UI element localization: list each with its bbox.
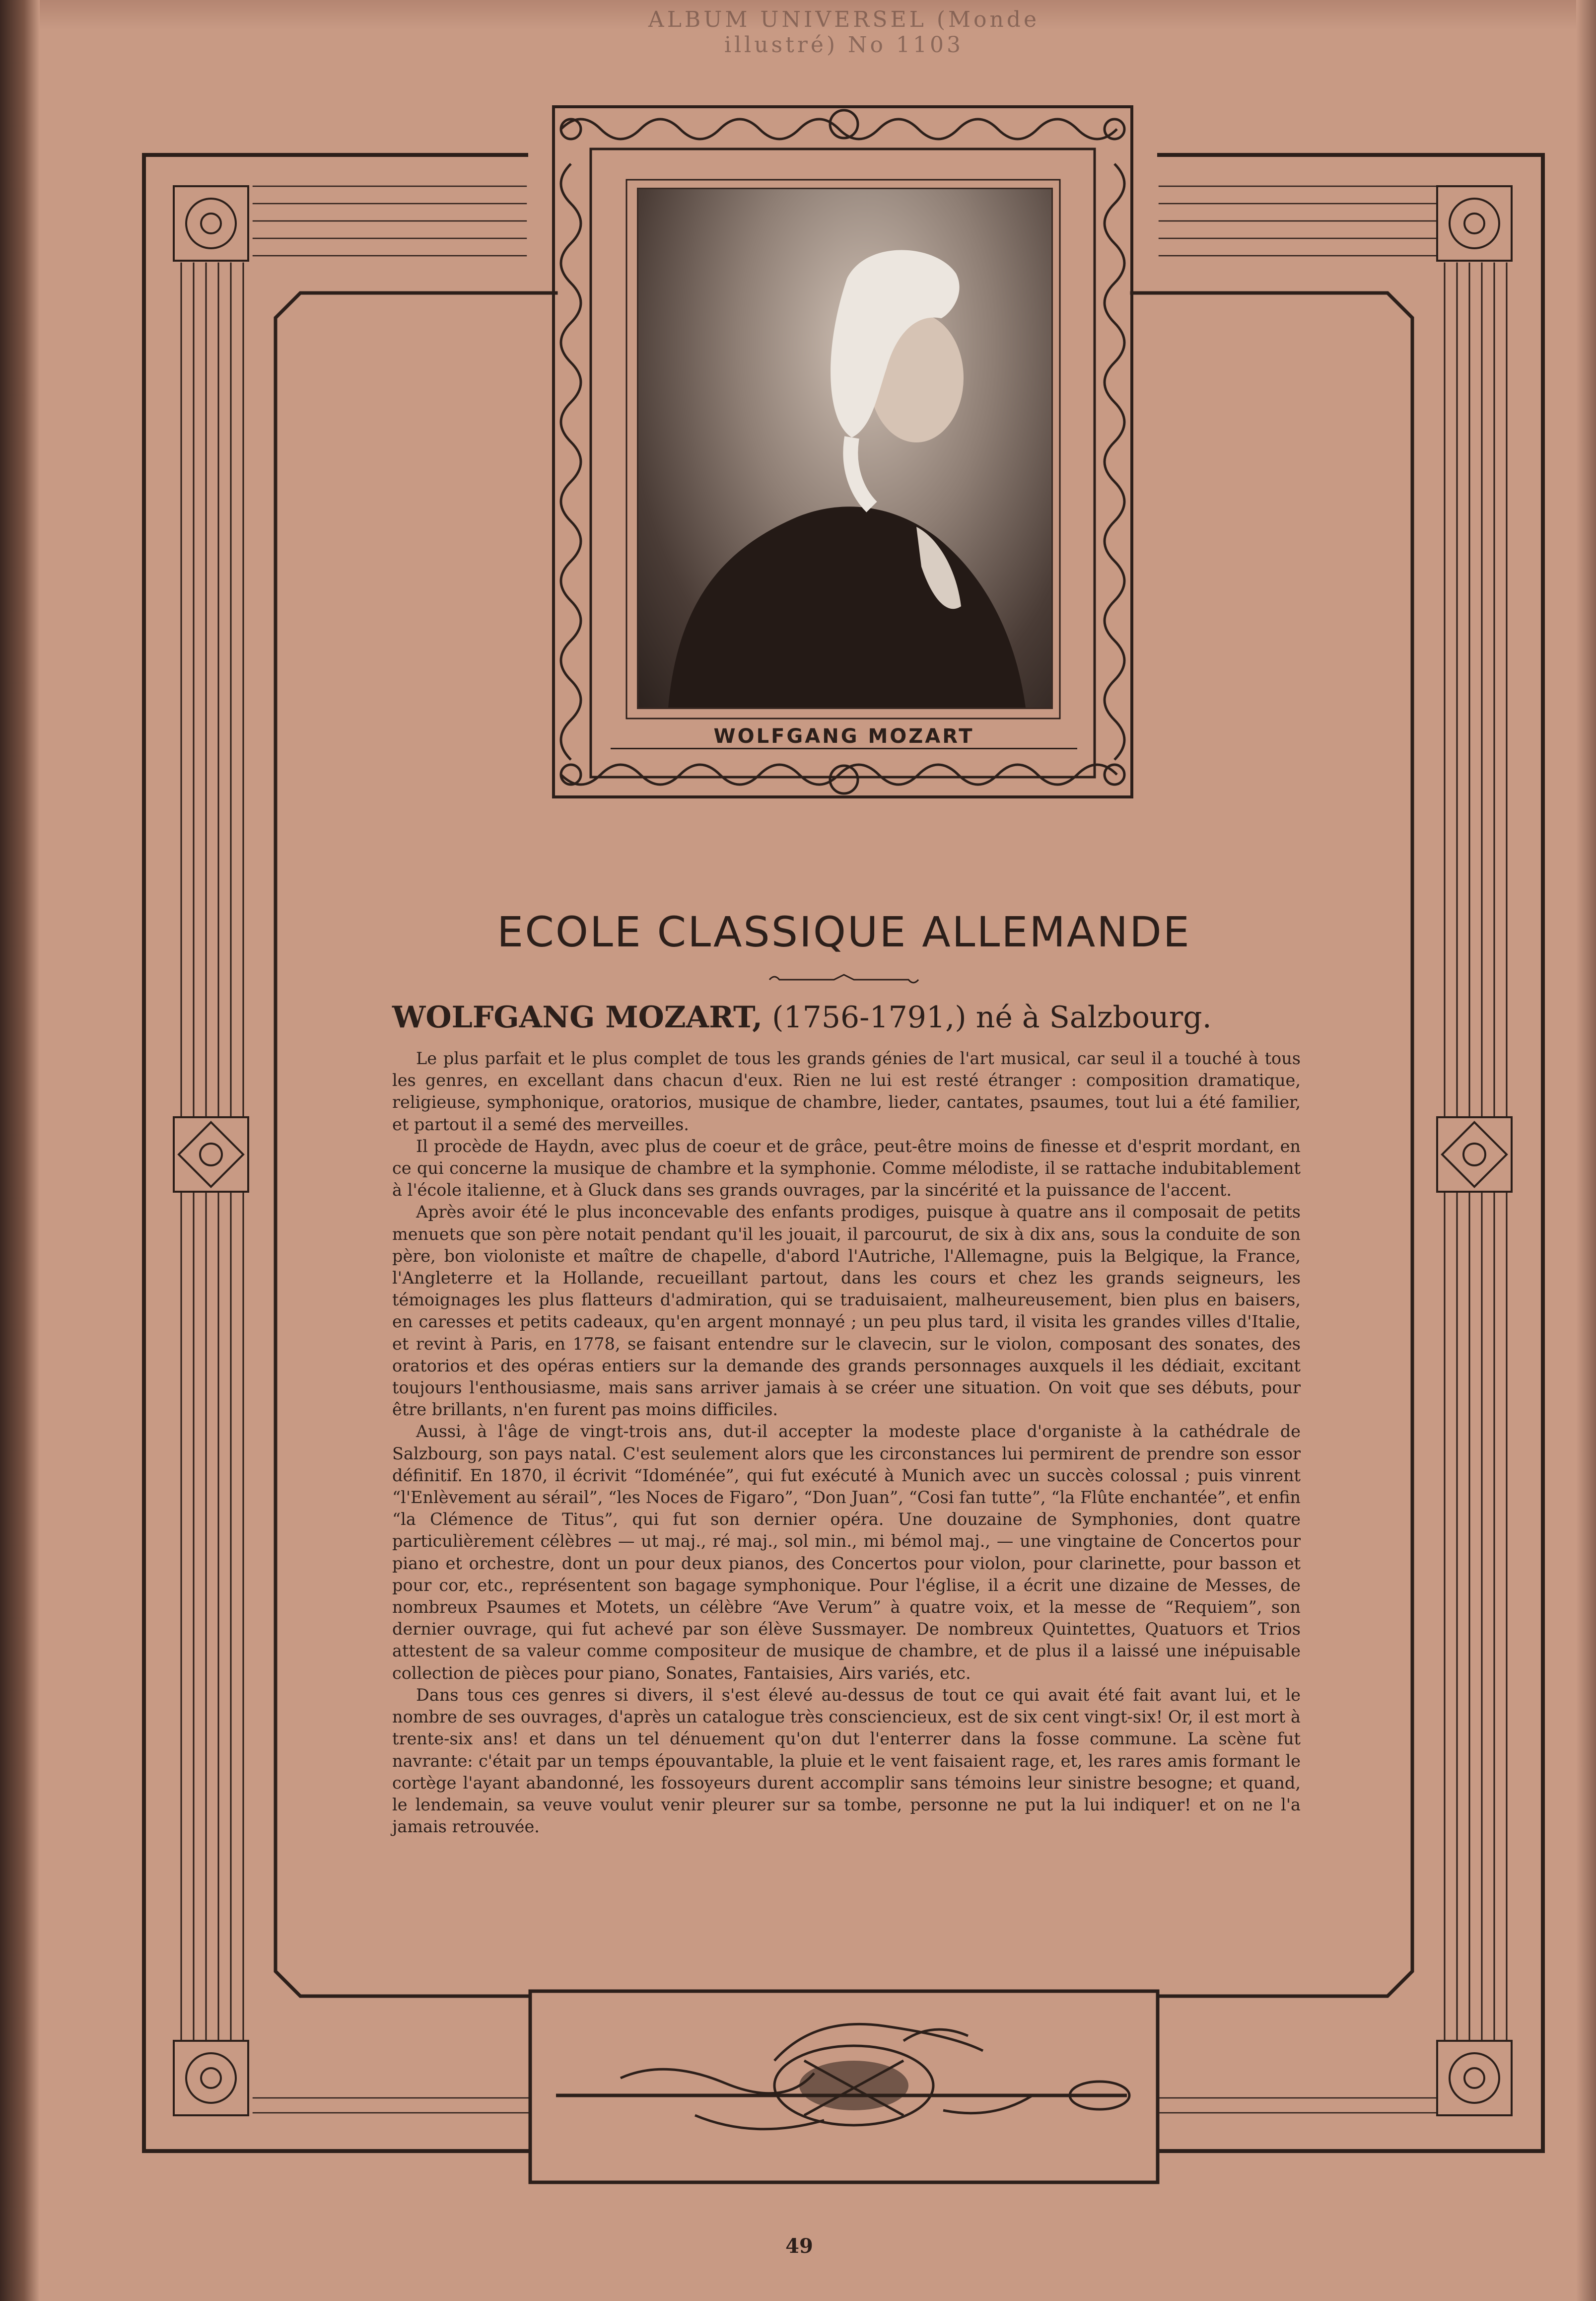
running-head: ALBUM UNIVERSEL (Monde illustré) No 1103 bbox=[648, 7, 1040, 58]
article-paragraph: Le plus parfait et le plus complet de tous les grands génies de l'art musical, car seul il a touché à tous les genres, en excellant dans chacun d'eux. Rien ne lui est resté étranger : composition dramatique, religieuse, symphonique, oratorios, musique de chambre, lieder, cantates, psaumes, tout lui a été familier, et partout il a semé des merveilles. bbox=[392, 1049, 1301, 1134]
scroll-divider-icon bbox=[764, 972, 923, 987]
page-number: 49 bbox=[785, 2234, 813, 2258]
portrait-caption: WOLFGANG MOZART bbox=[713, 725, 974, 748]
article-paragraph: Il procède de Haydn, avec plus de coeur et de grâce, peut-être moins de finesse et d'esprit mordant, en ce qui concerne la musique de chambre et la symphonie. Comme mélodiste, il se rattache indubitablement à l'école italienne, et à Gluck dans ses grands ouvrages, par la sincérité et la puissance de l'accent. bbox=[392, 1136, 1301, 1200]
trophy-shading bbox=[799, 2061, 908, 2110]
article-paragraph: Aussi, à l'âge de vingt-trois ans, dut-il accepter la modeste place d'organiste à la cathédrale de Salzbourg, son pays natal. C'est seulement alors que les circonstances lui permirent de prendre son essor définitif. En 1870, il écrivit “Idoménée”, qui fut exécuté à Munich avec un succès colossal ; puis vinrent “l'Enlèvement au sérail”, “les Noces de Figaro”, “Don Juan”, “Cosi fan tutte”, “la Flûte enchantée”, et enfin “la Clémence de Titus”, qui fut son dernier opéra. Une douzaine de Symphonies, dont quatre particulièrement célèbres — ut maj., ré maj., sol min., mi bémol maj., — une vingtaine de Concertos pour piano et orchestre, dont un pour deux pianos, des Concertos pour violon, pour clarinette, pour basson et pour cor, etc., représentent son bagage symphonique. Pour l'église, il a écrit une dizaine de Messes, de nombreux Psaumes et Motets, un célèbre “Ave Verum” à quatre voix, et la messe de “Requiem”, son dernier ouvrage, qui fut achevé par son élève Sussmayer. De nombreux Quintettes, Quatuors et Trios attestent de sa valeur comme compositeur de musique de chambre, et de plus il a laissé une inépuisable collection de pièces pour piano, Sonates, Fantaisies, Airs variés, etc. bbox=[392, 1422, 1301, 1683]
article-paragraph: Après avoir été le plus inconcevable des enfants prodiges, puisque à quatre ans il composait de petits menuets que son père notait pendant qu'il les jouait, il parcourut, de six à dix ans, sous la conduite de son père, bon violoniste et maître de chapelle, d'abord l'Autriche, l'Allemagne, puis la Belgique, la France, l'Angleterre et la Hollande, recueillant partout, dans les cours et chez les grands seigneurs, les témoignages les plus flatteurs d'admiration, qui se traduisaient, malheureusement, bien plus en baisers, en caresses et petits cadeaux, qu'en argent monnayé ; un peu plus tard, il visita les grandes villes d'Italie, et revint à Paris, en 1778, se faisant entendre sur le clavecin, sur le violon, composant des sonates, des oratorios et des opéras entiers sur la demande des grands personnages auxquels il les dédiait, excitant toujours l'enthousiasme, mais sans arriver jamais à se créer une situation. On voit que ses débuts, pour être brillants, n'en furent pas moins difficiles. bbox=[392, 1202, 1301, 1420]
composer-dates: (1756-1791,) né à Salzbourg. bbox=[763, 1000, 1212, 1035]
article-paragraph: Dans tous ces genres si divers, il s'est élevé au-dessus de tout ce qui avait été fait avant lui, et le nombre de ses ouvrages, d'après un catalogue très consciencieux, est de six cent vingt-six! Or, il est mort à trente-six ans! et dans un tel dénuement qu'on dut l'enterrer dans la fosse commune. La scène fut navrante: c'était par un temps épouvantable, la pluie et le vent faisaient rage, et, les rares amis formant le cortège l'ayant abandonné, les fossoyeurs durent accomplir sans témoins leur sinistre besogne; et quand, le lendemain, sa veuve voulut venir pleurer sur sa tombe, personne ne put la lui indiquer! et on ne l'a jamais retrouvée. bbox=[392, 1685, 1301, 1837]
composer-name: WOLFGANG MOZART, bbox=[392, 1000, 763, 1035]
mozart-portrait bbox=[637, 188, 1053, 709]
section-heading: ECOLE CLASSIQUE ALLEMANDE bbox=[497, 908, 1191, 956]
article-body bbox=[392, 1048, 1301, 1838]
caption-rule bbox=[611, 748, 1077, 749]
composer-title bbox=[392, 1000, 1335, 1035]
coat-shape bbox=[668, 506, 1026, 708]
